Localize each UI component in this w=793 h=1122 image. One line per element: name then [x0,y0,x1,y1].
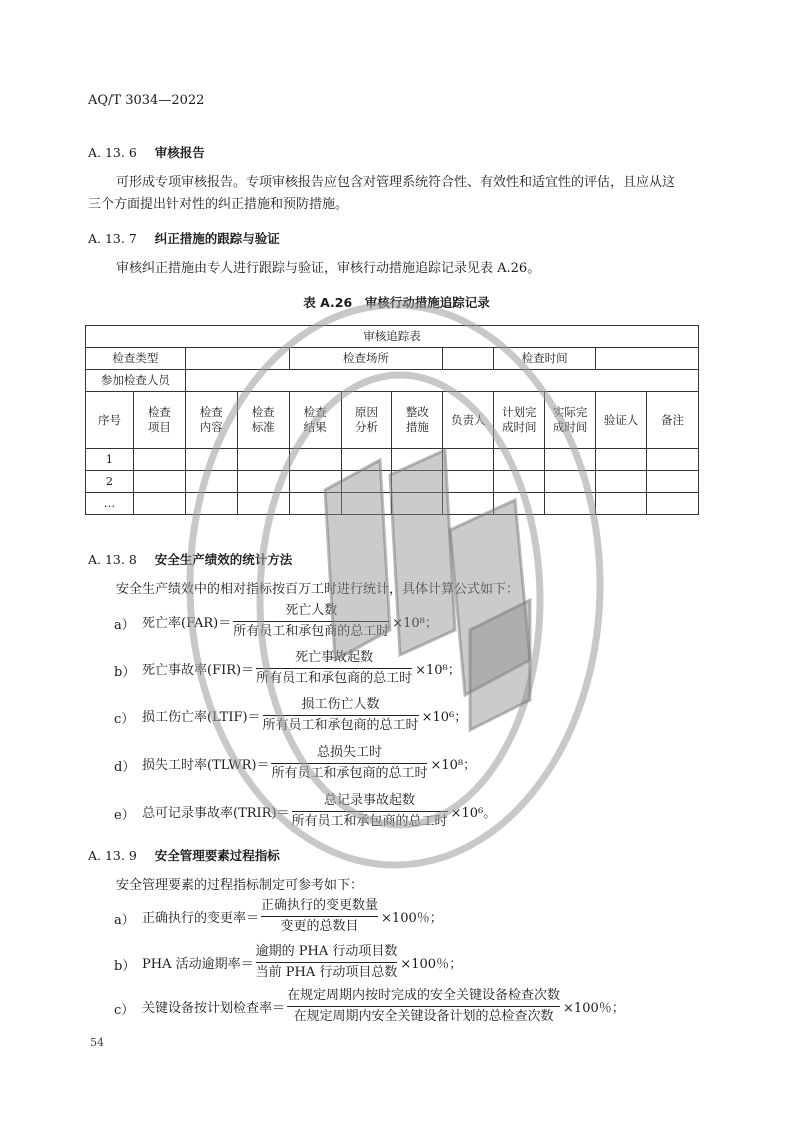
numerator: 总损失工时 [316,745,382,760]
section-number: A. 13. 8 [88,552,137,567]
table-cell [392,471,443,493]
denominator: 所有员工和承包商的总工时 [233,624,390,639]
formula-label: PHA 活动逾期率＝ [142,957,254,972]
formula [142,793,496,830]
page-number: 54 [90,1036,104,1049]
row-number-cell: … [86,493,134,515]
table-cell [289,449,341,471]
table-cell [289,471,341,493]
formula-item-marker: d） [114,760,136,775]
formula-multiplier: ×10⁸； [392,616,438,631]
formula [142,697,467,734]
fraction [292,793,448,830]
column-header: 序号 [86,392,134,449]
table-cell [646,493,698,515]
table-cell [133,449,185,471]
formula-item-marker: c） [114,712,135,727]
fraction-bar [261,916,378,917]
check-time-value [596,348,699,370]
formula-label: 正确执行的变更率＝ [142,911,260,926]
numerator: 死亡人数 [285,603,338,618]
audit-tracking-table [85,325,699,515]
formula-item-marker: a） [114,913,135,928]
numerator: 正确执行的变更数量 [261,898,379,913]
formula [142,898,443,935]
table-cell [185,471,237,493]
check-place-value [443,348,494,370]
participants-value [185,370,698,392]
formula-label: 损失工时率(TLWR)＝ [142,758,270,773]
table-cell [545,471,596,493]
column-header: 检查 结果 [289,392,341,449]
table-cell [237,449,289,471]
column-header: 验证人 [596,392,647,449]
numerator: 在规定周期内按时完成的安全关键设备检查次数 [287,988,561,1003]
denominator: 在规定周期内安全关键设备计划的总检查次数 [293,1009,554,1024]
table-cell [443,449,494,471]
table-row [86,471,699,493]
fraction-bar [292,811,448,812]
table-cell [596,493,647,515]
column-header: 检查 标准 [237,392,289,449]
check-type-label: 检查类型 [86,348,186,370]
section-number: A. 13. 7 [88,231,137,246]
table-cell [596,471,647,493]
denominator: 当前 PHA 行动项目总数 [255,965,398,980]
numerator: 总记录事故起数 [324,793,416,808]
table-cell [545,449,596,471]
denominator: 所有员工和承包商的总工时 [262,718,419,733]
table-row [86,493,699,515]
table-cell [596,449,647,471]
paragraph-line: 三个方面提出针对性的纠正措施和预防措施。 [88,197,349,212]
check-time-label: 检查时间 [494,348,596,370]
formula-multiplier: ×100％； [563,1001,625,1016]
table-cell [392,493,443,515]
formula [142,603,438,640]
formula [142,944,462,981]
fraction-bar [263,715,419,716]
table-cell [494,493,545,515]
column-header: 实际完 成时间 [545,392,596,449]
table-cell [392,449,443,471]
column-header: 负责人 [443,392,494,449]
formula-label: 总可记录事故率(TRIR)＝ [142,806,290,821]
fraction-bar [256,962,398,963]
denominator: 所有员工和承包商的总工时 [291,814,448,829]
fraction [233,603,389,640]
formula-item-marker: e） [114,808,135,823]
formula [142,988,625,1025]
formula-label: 死亡率(FAR)＝ [142,616,232,631]
numerator: 死亡事故起数 [295,650,374,665]
table-cell [185,493,237,515]
table-cell [545,493,596,515]
fraction-bar [271,763,427,764]
fraction-bar [256,668,412,669]
table-cell [494,471,545,493]
formula-label: 关键设备按计划检查率＝ [142,1001,286,1016]
formula-multiplier: ×100％； [381,911,443,926]
fraction [261,898,378,935]
section-a1306-heading [88,143,205,161]
section-number: A. 13. 6 [88,145,137,160]
table-cell [494,449,545,471]
table-cell [185,449,237,471]
table-cell [289,493,341,515]
fraction [263,697,419,734]
table-cell [646,449,698,471]
table-row [86,449,699,471]
column-header: 备注 [646,392,698,449]
formula-label: 死亡事故率(FIR)＝ [142,663,255,678]
section-title: 安全管理要素过程指标 [154,848,280,863]
table-cell [133,493,185,515]
table-cell [341,471,392,493]
table-cell [341,449,392,471]
table-caption: 表 A.26 审核行动措施追踪记录 [303,295,490,310]
fraction [256,944,398,981]
denominator: 所有员工和承包商的总工时 [256,671,413,686]
table-cell [237,471,289,493]
numerator: 损工伤亡人数 [301,697,380,712]
section-a1308-heading [88,550,292,568]
column-header: 原因 分析 [341,392,392,449]
column-header: 整改 措施 [392,392,443,449]
formula-item-marker: b） [114,959,136,974]
section-a1307-heading [88,229,280,247]
table-cell [443,471,494,493]
column-header: 检查 内容 [185,392,237,449]
row-number-cell: 1 [86,449,134,471]
formula-item-marker: a） [114,618,135,633]
formula-item-marker: c） [114,1003,135,1018]
standard-code: AQ/T 3034—2022 [88,93,205,108]
fraction [287,988,560,1025]
table-cell [133,471,185,493]
fraction-bar [233,621,389,622]
table-title-cell: 审核追踪表 [86,326,699,348]
denominator: 变更的总数目 [280,919,359,934]
formula-label: 损工伤亡率(LTIF)＝ [142,710,261,725]
denominator: 所有员工和承包商的总工时 [271,766,428,781]
paragraph: 安全生产绩效中的相对指标按百万工时进行统计，具体计算公式如下： [116,582,520,597]
column-header: 检查 项目 [133,392,185,449]
row-number-cell: 2 [86,471,134,493]
section-title: 纠正措施的跟踪与验证 [154,231,280,246]
section-number: A. 13. 9 [88,848,137,863]
table-cell [237,493,289,515]
formula [142,745,476,782]
fraction-bar [287,1006,560,1007]
section-title: 安全生产绩效的统计方法 [154,552,293,567]
formula-multiplier: ×10⁶。 [450,806,497,821]
paragraph: 审核纠正措施由专人进行跟踪与验证，审核行动措施追踪记录见表 A.26。 [116,261,541,276]
paragraph-line: 可形成专项审核报告。专项审核报告应包含对管理系统符合性、有效性和适宜性的评估，且应从这 [116,175,676,190]
formula-multiplier: ×100％； [400,957,463,972]
section-title: 审核报告 [154,145,205,160]
check-type-value [185,348,289,370]
numerator: 逾期的 PHA 行动项目数 [255,944,398,959]
check-place-label: 检查场所 [289,348,443,370]
fraction [271,745,427,782]
paragraph: 安全管理要素的过程指标制定可参考如下： [116,878,364,893]
table-cell [646,471,698,493]
formula-multiplier: ×10⁶； [421,710,468,725]
section-a1309-heading [88,846,280,864]
formula [142,650,461,687]
formula-multiplier: ×10⁸； [430,758,477,773]
table-header-row [86,392,699,449]
formula-multiplier: ×10⁸； [415,663,461,678]
participants-label: 参加检查人员 [86,370,186,392]
formula-item-marker: b） [114,665,136,680]
table-cell [443,493,494,515]
fraction [256,650,412,687]
table-cell [341,493,392,515]
column-header: 计划完 成时间 [494,392,545,449]
